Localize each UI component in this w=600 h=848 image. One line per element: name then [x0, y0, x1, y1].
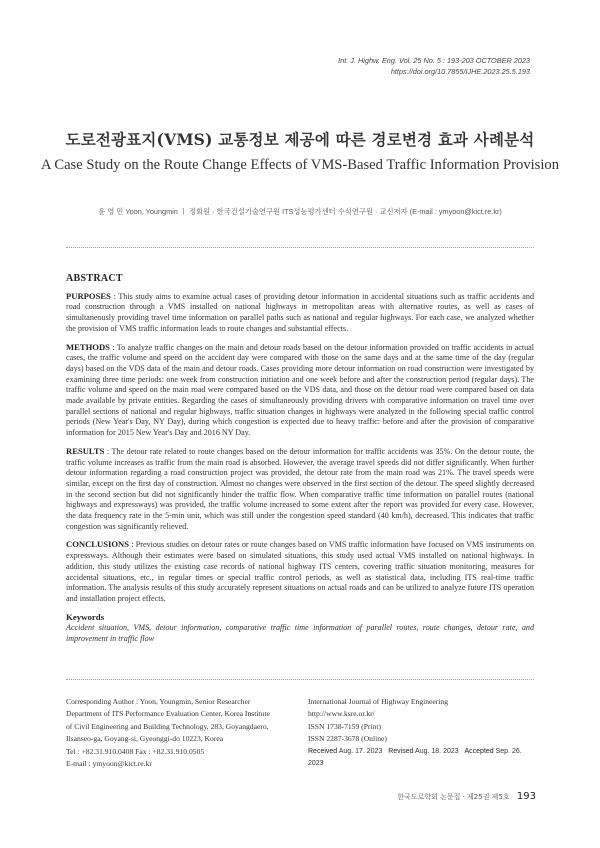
accepted-date: Sep. 26. 2023	[308, 747, 522, 768]
abstract-results	[66, 446, 534, 533]
revised-date: Aug. 18. 2023	[415, 747, 459, 755]
purposes-text: : This study aims to examine actual cases of providing detour information in accidental situations such as traffic accidents and road construction through a VMS installed on national highways in metropolitan areas with alternative routes, as well as cases of simultaneously providing travel time information on parallel paths such as national and regular highways. For each case, we analyzed whether the provision of VMS traffic information leads to route changes and substantial effects.	[66, 291, 534, 333]
received-label: Received	[308, 747, 338, 755]
divider-bottom	[66, 679, 534, 680]
journal-name: International Journal of Highway Engineering	[308, 697, 449, 706]
journal-citation: Int. J. Highw. Eng. Vol. 25 No. 5 : 193-203 OCTOBER 2023	[338, 56, 530, 65]
revised-label: Revised	[388, 747, 414, 755]
corresponding-line: Tel : +82.31.910.0408 Fax : +82.31.910.0505	[66, 746, 205, 756]
abstract-methods	[66, 342, 534, 439]
keywords-text: Accident situation, VMS, detour information, comparative traffic time information of parallel routes, route changes, detour rate, and improvement in traffic flow	[66, 623, 534, 644]
methods-text: : To analyze traffic changes on the main and detour roads based on the detour information provided on traffic accidents in actual cases, the traffic volume and speed on the accident day were compared with those on the same days and at the same time of the day (regular days) based on the VDS data of the main and detour roads. Cases providing more detour information on road construction were investigated by examining three time periods: one week from construction initiation and one week before and after the construction period (regular days). The traffic volume and speed on the main road were compared based on the VDS data, and those on the detour road were compared based on data made available by private entities. Regarding the cases of simultaneously providing drivers with comparative information on travel time over parallel sections of national and regular highways, traffic situation changes in highways were analyzed in the following special traffic control periods (New Year's Day, NY Day), during which congestion is expected due to heavy traffic: before and after the provision of comparative information for 2015 New Year's Day and 2016 NY Day.	[66, 342, 534, 438]
divider-top	[66, 247, 534, 248]
page-number: 193	[516, 791, 536, 802]
journal-info-block	[308, 696, 538, 770]
footer-journal: 한국도로학회 논문집 · 제25권 제5호	[397, 793, 510, 801]
abstract-conclusions	[66, 539, 534, 604]
corresponding-email[interactable]: E-mail : ymyoon@kict.re.kr	[66, 759, 152, 769]
conclusions-text: : Previous studies on detour rates or route changes based on VMS traffic information have focused on VMS instruments on expressways. Although their estimates were based on simulated situations, this study used actual VMS installed on national highways. In addition, this study utilizes the existing case records of national highway ITS centers, covering traffic situation monitoring, measures for accidental situations, etc., in regular times or special traffic control periods, as well as statistical data, including ITS real-time traffic information. The analysis results of this study accurately represent situations on actual roads and can be utilized to analyze future ITS operation and installation project effects.	[66, 540, 534, 603]
corresponding-line: Corresponding Author : Yoon, Youngmin, Senior Researcher	[66, 697, 251, 706]
methods-label: METHODS	[66, 341, 110, 352]
corresponding-author-block	[66, 696, 296, 770]
journal-doi[interactable]: https://doi.org/10.7855/IJHE.2023.25.5.193	[390, 67, 530, 76]
results-label: RESULTS	[66, 445, 105, 456]
keywords-heading: Keywords	[66, 611, 105, 622]
issn-print: ISSN 1738-7159 (Print)	[308, 721, 381, 731]
issn-online: ISSN 2287-3678 (Online)	[308, 734, 387, 744]
corresponding-line: Department of ITS Performance Evaluation Center, Korea Institute	[66, 709, 270, 719]
journal-url[interactable]: http://www.ksre.or.kr/	[308, 709, 375, 719]
submission-dates	[308, 746, 538, 771]
abstract-section	[66, 274, 534, 645]
received-date: Aug. 17. 2023	[338, 747, 383, 755]
purposes-label: PURPOSES	[66, 290, 111, 301]
results-text: : The detour rate related to route changes based on the detour information for traffic accidents was 35%. On the detour route, the traffic volume increases as traffic from the main road is absorbed. However, the average travel speeds did not differ significantly. When further detour information regarding a road construction project was provided, the detour rate from the main road was 21%. The travel speeds were similar, except on the first day of construction. Almost no changes were observed in the first section of the detour. The speed slightly decreased in the second section but did not significantly hinder the traffic flow. When comparative traffic time information on parallel routes (national highways and expressways) was provided, the traffic volume increased to some extent after the report was provided for every case. However, the data frequency rate in the 5-min unit, which was still under the congestion speed standard (40 km/h), decreased. This indicates that traffic congestion was significantly relieved.	[66, 446, 534, 531]
author-line: 윤 영 민 Yoon, Youngmin ㅣ 정회원 · 한국건설기술연구원 ITS성능평가센터 수석연구원 · 교신저자 (E-mail : ymyoon@kict.re.kr)	[98, 207, 502, 216]
corresponding-line: of Civil Engineering and Building Technology, 283, Goyangdaero,	[66, 721, 269, 731]
abstract-purposes	[66, 291, 534, 335]
journal-info	[338, 55, 530, 77]
title-english: A Case Study on the Route Change Effects of VMS-Based Traffic Information Provision	[40, 157, 560, 173]
corresponding-line: Ilsanseo-ga, Goyang-si, Gyeonggi-do 10223, Korea	[66, 734, 224, 744]
page-footer	[397, 791, 536, 802]
accepted-label: Accepted	[464, 747, 494, 755]
abstract-heading: ABSTRACT	[66, 273, 123, 284]
title-korean: 도로전광표지(VMS) 교통정보 제공에 따른 경로변경 효과 사례분석	[65, 130, 535, 149]
conclusions-label: CONCLUSIONS	[66, 539, 130, 550]
